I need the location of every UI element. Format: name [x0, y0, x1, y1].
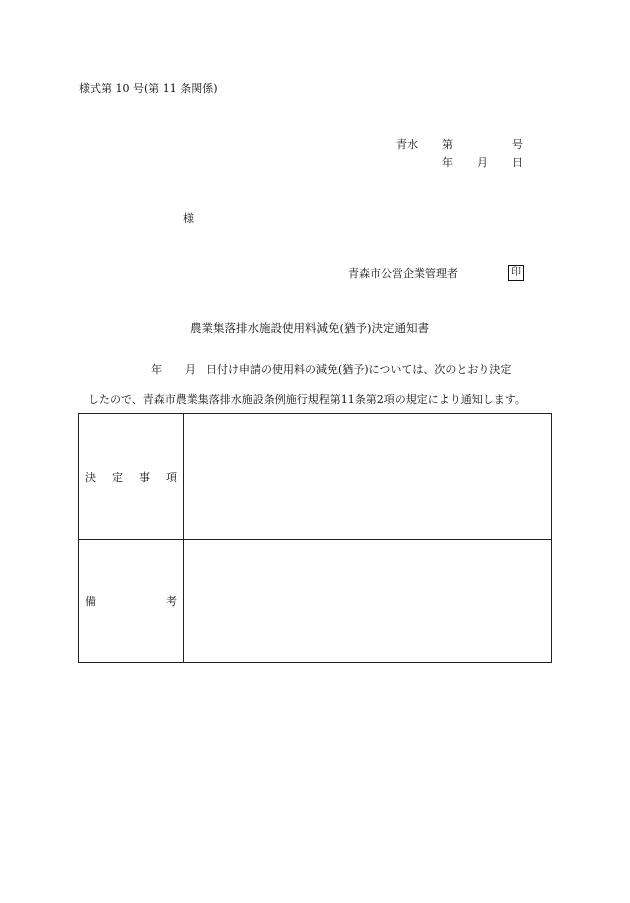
remarks-label — [85, 593, 177, 609]
document-title: 農業集落排水施設使用料減免(猶予)決定通知書 — [190, 321, 429, 335]
remarks-label-cell — [79, 539, 184, 662]
body-month-label: 月 — [185, 363, 196, 376]
date-year-label: 年 — [442, 156, 453, 169]
body-year-label: 年 — [151, 363, 162, 376]
decision-label-char: 定 — [112, 470, 123, 484]
decision-label-char: 項 — [166, 470, 177, 484]
decision-label — [85, 469, 177, 485]
remarks-label-char: 備 — [85, 594, 96, 608]
doc-number-prefix: 青水 — [396, 138, 418, 151]
body-text-line1: 日付け申請の使用料の減免(猶予)については、次のとおり決定 — [206, 363, 512, 376]
table-row-decision — [79, 414, 551, 540]
decision-table — [78, 413, 552, 663]
remarks-label-char: 考 — [166, 594, 177, 608]
table-row-remarks — [79, 539, 551, 662]
seal-mark: 印 — [508, 265, 524, 281]
body-text-line2: したので、青森市農業集落排水施設条例施行規程第11条第2項の規定により通知します。 — [88, 393, 526, 406]
decision-content-cell — [184, 414, 551, 539]
doc-number-go: 号 — [512, 138, 523, 151]
date-month-label: 月 — [477, 156, 488, 169]
decision-label-cell — [79, 414, 184, 539]
decision-label-char: 事 — [139, 470, 150, 484]
issuer-name: 青森市公営企業管理者 — [348, 267, 458, 280]
remarks-content-cell — [184, 539, 551, 662]
decision-label-char: 決 — [85, 470, 96, 484]
date-day-label: 日 — [512, 156, 523, 169]
form-number: 様式第 10 号(第 11 条関係) — [79, 82, 218, 95]
addressee-suffix: 様 — [183, 212, 194, 225]
doc-number-dai: 第 — [442, 138, 453, 151]
